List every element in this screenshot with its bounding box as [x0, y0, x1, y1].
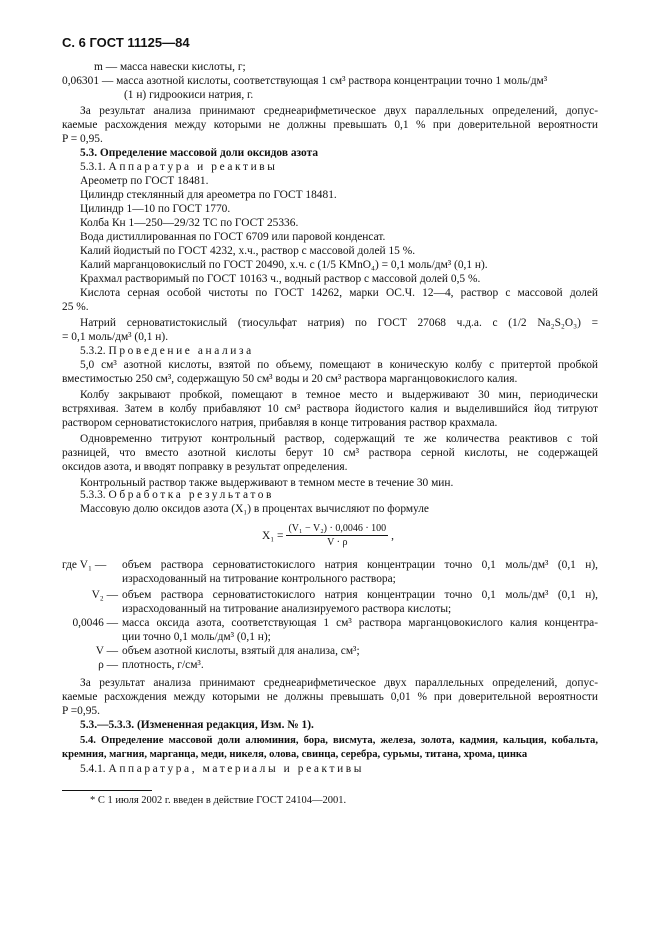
text-line: За результат анализа принимают среднеарифметическое двух параллельных определений, допус-	[80, 677, 598, 689]
footnote-rule	[62, 790, 152, 791]
where-def-cont: израсходованный на титрование контрольного раствора;	[122, 573, 396, 585]
text-line: встряхивая. Затем в колбу прибавляют 10 см³ раствора йодистого калия и выделившийся йод титруют	[62, 403, 598, 415]
defs-top	[62, 60, 598, 102]
text-line: каемые расхождения между которыми не должны превышать 0,1 % при доверительной вероятности	[62, 119, 598, 131]
where-def	[62, 558, 598, 586]
where-def-cont: ции точно 0,1 моль/дм³ (0,1 н);	[122, 631, 271, 643]
where-def-cont: израсходованный на титрование анализируемого раствора кислоты;	[122, 603, 452, 615]
list-item: Вода дистиллированная по ГОСТ 6709 или паровой конденсат.	[80, 231, 386, 243]
where-def-label: V₂ —	[91, 589, 118, 601]
formula-lhs: X₁ =	[262, 529, 284, 542]
formula	[262, 522, 394, 549]
list-item-cont: = 0,1 моль/дм³ (0,1 н).	[62, 331, 169, 343]
section-5-3-1-items	[62, 174, 598, 344]
where-def-body	[118, 558, 598, 586]
section-title-text: Аппаратура и реактивы	[108, 161, 278, 173]
list-item: Цилиндр стеклянный для ареометра по ГОСТ 18481.	[80, 189, 337, 201]
footnote: * С 1 июля 2002 г. введен в действие ГОСТ 24104—2001.	[90, 795, 347, 806]
def-coef: 0,06301 — масса азотной кислоты, соответствующая 1 см³ раствора концентрации точно 1 моль/дм³	[62, 75, 548, 87]
formula-tail: ,	[391, 529, 395, 542]
section-5-3-3-title	[62, 488, 616, 502]
where-def-text: масса оксида азота, соответствующая 1 см³ раствора марганцовокислого калия концентра-	[122, 617, 598, 629]
text-line: 5,0 см³ азотной кислоты, взятой по объему, помещают в коническую колбу с притертой пробкой	[80, 359, 598, 371]
text-line: Одновременно титруют контрольный раствор, содержащий те же количества реактивов с той	[80, 433, 598, 445]
text-line: Контрольный раствор также выдерживают в темном месте в течение 30 мин.	[80, 477, 454, 489]
text-line: P =0,95.	[62, 705, 100, 717]
section-title-line: кремния, магния, марганца, меди, никеля, олова, свинца, серебра, сурьмы, титана, хрома, цинка	[62, 749, 528, 760]
formula-denominator: V · ρ	[327, 537, 348, 548]
text-line: P = 0,95.	[62, 133, 103, 145]
list-item: Калий марганцовокислый по ГОСТ 20490, х.ч. c (1/5 KMnO₄) = 0,1 моль/дм³ (0,1 н).	[80, 259, 488, 271]
section-title-text: Проведение анализа	[108, 345, 254, 357]
section-title-text: 5.3. Определение массовой доли оксидов азота	[80, 147, 319, 159]
where-def-body	[118, 644, 598, 658]
formula-intro	[62, 502, 616, 516]
where-def-text: объем раствора серноватистокислого натрия концентрации точно 0,1 моль/дм³ (0,1 н),	[122, 559, 598, 571]
list-item-cont: 25 %.	[62, 301, 89, 313]
def-coef-cont: (1 н) гидроокиси натрия, г.	[124, 89, 254, 101]
text-line: Колбу закрывают пробкой, помещают в темное место и выдерживают 30 мин, периодически	[80, 389, 598, 401]
text-line: За результат анализа принимают среднеарифметическое двух параллельных определений, допус-	[80, 105, 598, 117]
list-item: Ареометр по ГОСТ 18481.	[80, 175, 209, 187]
list-item: Крахмал растворимый по ГОСТ 10163 ч., водный раствор с массовой долей 0,5 %.	[80, 273, 481, 285]
page-header: С. 6 ГОСТ 11125—84	[62, 35, 190, 50]
result-paragraph-2	[62, 676, 598, 718]
revision-note	[62, 718, 616, 732]
text-line: раствором серноватистокислого натрия, прибавляя в конце титрования раствор крахмала.	[62, 417, 498, 429]
list-item: Натрий серноватистокислый (тиосульфат натрия) по ГОСТ 27068 ч.д.а. c (1/2 Na₂S₂O₃) =	[80, 317, 598, 329]
result-paragraph-1	[62, 104, 598, 146]
list-item: Калий йодистый по ГОСТ 4232, х.ч., раствор с массовой долей 15 %.	[80, 245, 416, 257]
section-number: 5.3.3.	[80, 489, 106, 501]
formula-fraction	[286, 522, 388, 549]
section-number: 5.4.1.	[80, 763, 106, 775]
where-def-body	[118, 588, 598, 616]
where-def	[62, 644, 598, 658]
where-def	[62, 658, 598, 672]
where-def-label: ρ —	[98, 659, 118, 671]
where-def-body	[118, 616, 598, 644]
text-line: Массовую долю оксидов азота (X₁) в процентах вычисляют по формуле	[80, 503, 429, 515]
list-item: Колба Кн 1—250—29/32 ТС по ГОСТ 25336.	[80, 217, 299, 229]
where-def	[62, 616, 598, 644]
where-def	[62, 588, 598, 616]
text-line: каемые расхождения между которыми не должны превышать 0,01 % при доверительной вероятности	[62, 691, 598, 703]
where-def-label: V —	[95, 645, 118, 657]
section-5-4-title	[62, 734, 598, 762]
where-def-text: плотность, г/см³.	[122, 659, 204, 671]
section-5-3-2-text	[62, 358, 598, 490]
where-def-text: объем азотной кислоты, взятый для анализа, см³;	[122, 645, 360, 657]
section-title-line: 5.4. Определение массовой доли алюминия, бора, висмута, железа, золота, кадмия, кальция, кобальта,	[80, 735, 598, 746]
section-5-3-2-title	[62, 344, 616, 358]
text-line: разницей, что вместо азотной кислоты берут 10 см³ раствора серной кислоты, не содержащей	[62, 447, 598, 459]
list-item: Цилиндр 1—10 по ГОСТ 1770.	[80, 203, 231, 215]
text-line: вместимостью 250 см³, содержащую 50 см³ воды и 20 см³ раствора марганцовокислого калия.	[62, 373, 518, 385]
where-def-text: объем раствора серноватистокислого натрия концентрации точно 0,1 моль/дм³ (0,1 н),	[122, 589, 598, 601]
where-def-label: где V₁ —	[62, 559, 107, 571]
section-title-text: Аппаратура, материалы и реактивы	[108, 763, 365, 775]
where-def-label: 0,0046 —	[72, 617, 118, 629]
section-5-3-1-title	[62, 160, 616, 174]
formula-numerator: (V₁ − V₂) · 0,0046 · 100	[288, 523, 387, 534]
section-5-3-title	[62, 146, 616, 160]
section-number: 5.3.2.	[80, 345, 106, 357]
section-title-text: Обработка результатов	[108, 489, 275, 501]
revision-text: 5.3.—5.3.3. (Измененная редакция, Изм. № 1).	[80, 719, 314, 731]
text-line: оксидов азота, и вводят поправку в результат определения.	[62, 461, 348, 473]
where-def-body	[118, 658, 598, 672]
section-number: 5.3.1.	[80, 161, 106, 173]
list-item: Кислота серная особой чистоты по ГОСТ 14262, марки ОС.Ч. 12—4, раствор с массовой долей	[80, 287, 598, 299]
def-m: m — масса навески кислоты, г;	[94, 61, 246, 73]
